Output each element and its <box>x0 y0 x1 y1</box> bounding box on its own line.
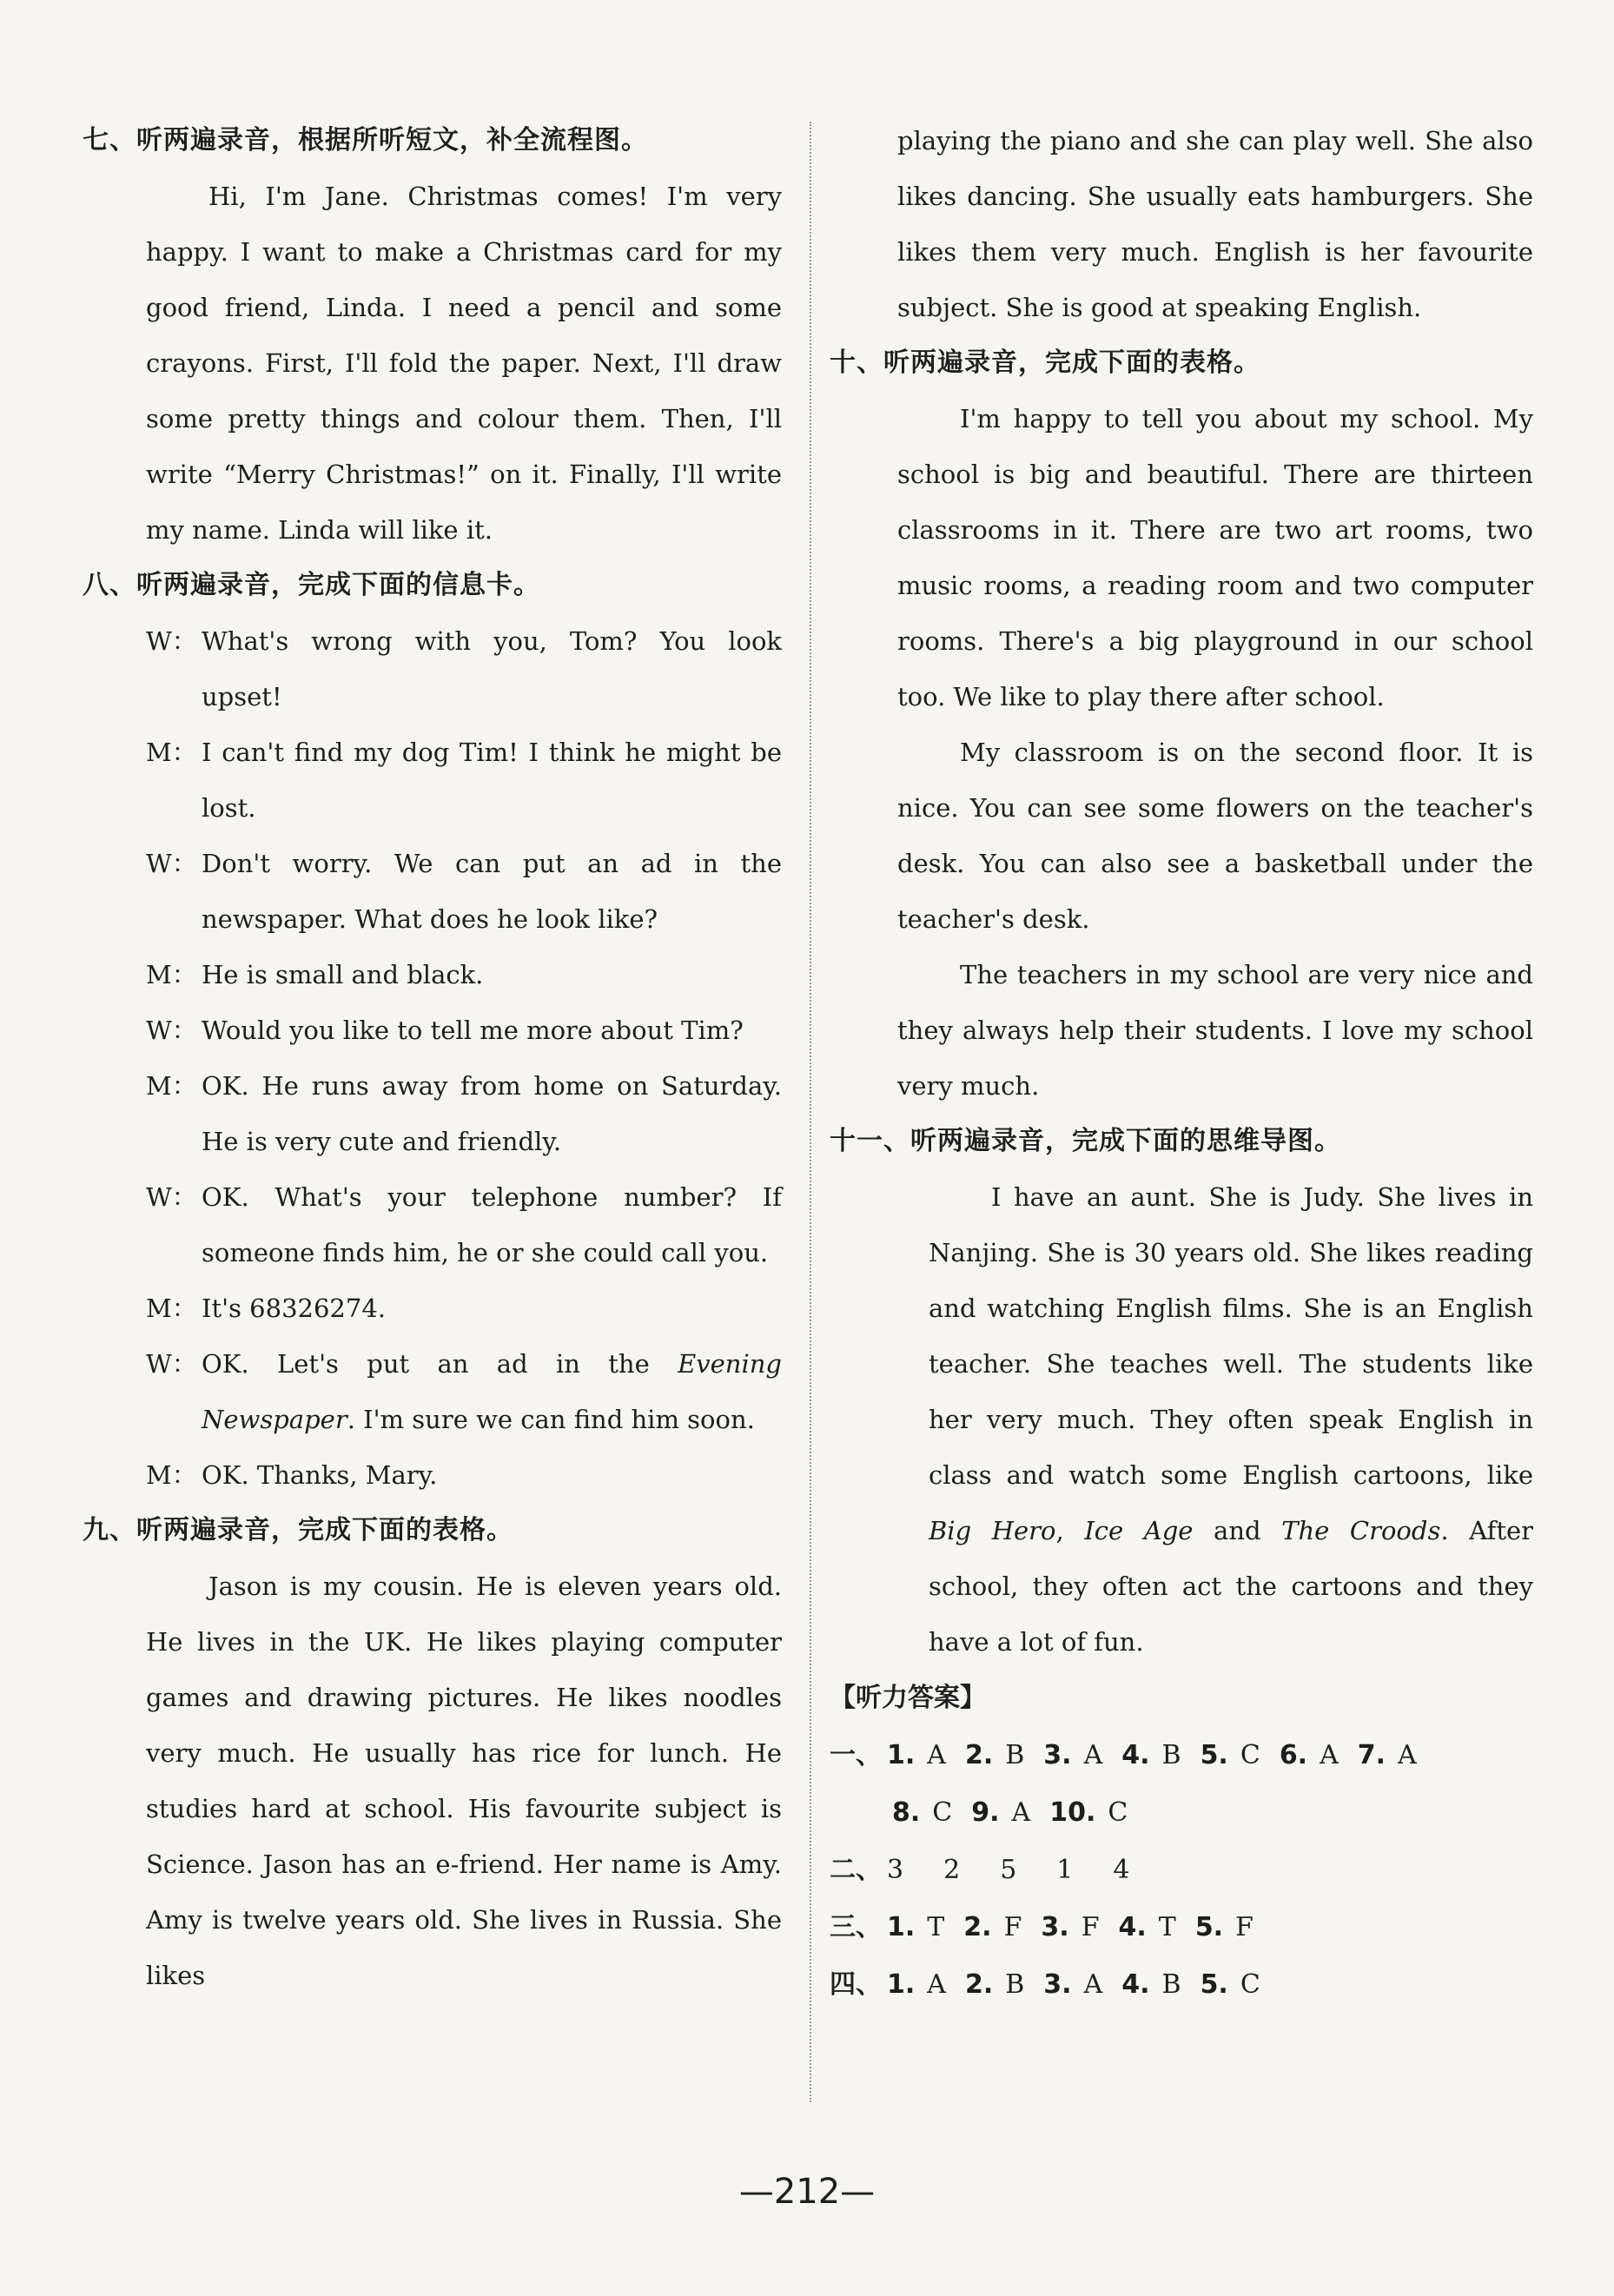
column-divider <box>810 122 811 2102</box>
dialogue-text: OK. He runs away from home on Saturday. He is very cute and friendly. <box>202 1071 782 1156</box>
separator: and <box>1193 1516 1282 1545</box>
item-number: 2. <box>963 1912 992 1942</box>
section-11-text-2: . After school, they often act the cartoons and they have a lot of fun. <box>929 1516 1533 1657</box>
item-answer: A <box>1083 1740 1103 1770</box>
speaker-label: W： <box>146 1182 197 1212</box>
dialogue-line <box>146 725 782 836</box>
item-number: 10. <box>1049 1797 1096 1828</box>
dialogue-text: OK. What's your telephone number? If someone finds him, he or she could call you. <box>202 1182 782 1267</box>
section-9-text-part-2: playing the piano and she can play well. She also likes dancing. She usually eats hamburgers. She likes them very much. English is her favourite subject. She is good at speaking English. <box>897 126 1533 322</box>
section-10-heading: 十、听两遍录音，完成下面的表格。 <box>830 347 1260 378</box>
dialogue-text: I can't find my dog Tim! I think he might be lost. <box>202 738 782 823</box>
section-9-text-part-1: Jason is my cousin. He is eleven years old. He lives in the UK. He likes playing computer games and drawing pictures. He likes noodles very much. He usually has rice for lunch. He studies hard at school. His favourite subject is Science. Jason has an e-friend. Her name is Amy. Amy is twelve years old. She lives in Russia. She likes <box>146 1571 782 1990</box>
cartoon-title: Big Hero <box>929 1516 1056 1545</box>
speaker-label: M： <box>146 738 197 767</box>
item-number: 5. <box>1194 1912 1224 1942</box>
dialogue-text: He is small and black. <box>202 960 484 989</box>
item-answer: F <box>1003 1912 1022 1942</box>
dialogue-text: Would you like to tell me more about Tim? <box>202 1016 744 1045</box>
dialogue-line <box>146 1280 782 1336</box>
speaker-label: M： <box>146 1071 197 1101</box>
item-number: 2. <box>964 1969 994 2000</box>
answer-label: 一、 <box>830 1740 882 1770</box>
item-answer: C <box>1240 1969 1260 2000</box>
item-answer: B <box>1161 1740 1181 1770</box>
speaker-label: W： <box>146 1349 197 1379</box>
dialogue-text: It's 68326274. <box>202 1294 387 1323</box>
speaker-label: M： <box>146 1460 197 1490</box>
section-11-heading: 十一、听两遍录音，完成下面的思维导图。 <box>830 1126 1341 1156</box>
speaker-label: M： <box>146 960 197 989</box>
item-answer: B <box>1161 1969 1181 2000</box>
item-answer: A <box>1398 1740 1417 1770</box>
order-value: 1 <box>1056 1855 1074 1885</box>
answer-row-1-cont <box>838 1784 1533 1842</box>
section-11-text <box>929 1169 1533 1670</box>
answers-heading: 【听力答案】 <box>830 1683 986 1713</box>
dialogue-line <box>146 836 782 947</box>
section-10-paragraph: I'm happy to tell you about my school. My school is big and beautiful. There are thirteen classrooms in it. There are two art rooms, two music rooms, a reading room and two computer rooms. There's a big playground in our school too. We like to play there after school. <box>897 404 1533 711</box>
separator: , <box>1055 1516 1085 1545</box>
answer-label: 四、 <box>830 1969 882 2000</box>
section-11-text-1: I have an aunt. She is Judy. She lives in Nanjing. She is 30 years old. She likes reading and watching English films. She is an English teacher. She teaches well. The students like her very much. They often speak English in class and watch some English cartoons, like <box>929 1182 1533 1490</box>
item-number: 2. <box>964 1740 994 1770</box>
dialogue-line <box>146 1058 782 1169</box>
dialogue-text: Don't worry. We can put an ad in the newspaper. What does he look like? <box>202 849 782 934</box>
page-number: —212— <box>738 2172 876 2212</box>
item-number: 5. <box>1200 1969 1228 2000</box>
speaker-label: W： <box>146 626 197 656</box>
section-8-dialogue <box>87 613 782 1503</box>
item-answer: A <box>1011 1797 1031 1828</box>
item-number: 4. <box>1121 1740 1150 1770</box>
right-column <box>830 113 1533 2014</box>
item-number: 4. <box>1118 1912 1147 1942</box>
dialogue-line <box>146 1002 782 1058</box>
item-number: 4. <box>1121 1969 1150 2000</box>
answer-row-2 <box>830 1842 1533 1899</box>
section-10-paragraph: My classroom is on the second floor. It is nice. You can see some flowers on the teacher's desk. You can also see a basketball under the teacher's desk. <box>897 738 1533 934</box>
item-number: 3. <box>1043 1969 1072 2000</box>
item-answer: A <box>1320 1740 1339 1770</box>
newspaper-title: Evening Newspaper <box>202 1349 782 1434</box>
answer-row-1 <box>830 1727 1533 1784</box>
item-answer: B <box>1005 1740 1025 1770</box>
item-answer: A <box>1083 1969 1103 2000</box>
item-answer: A <box>927 1740 946 1770</box>
item-number: 9. <box>971 1797 1000 1828</box>
speaker-label: M： <box>146 1294 197 1323</box>
item-number: 1. <box>887 1912 916 1942</box>
section-9-heading: 九、听两遍录音，完成下面的表格。 <box>83 1515 513 1545</box>
answer-label: 三、 <box>830 1912 882 1942</box>
item-number: 3. <box>1041 1912 1069 1942</box>
item-answer: B <box>1005 1969 1025 2000</box>
order-value: 5 <box>1000 1855 1017 1885</box>
dialogue-line <box>146 613 782 725</box>
dialogue-line <box>146 1336 782 1447</box>
item-number: 6. <box>1279 1740 1308 1770</box>
item-number: 8. <box>892 1797 921 1828</box>
item-answer: F <box>1081 1912 1100 1942</box>
answer-row-4 <box>830 1956 1533 2014</box>
item-answer: C <box>1240 1740 1260 1770</box>
answer-row-3 <box>830 1899 1533 1956</box>
item-answer: T <box>927 1912 945 1942</box>
item-number: 1. <box>887 1969 916 2000</box>
order-value: 2 <box>943 1855 961 1885</box>
speaker-label: W： <box>146 1016 197 1045</box>
dialogue-text: What's wrong with you, Tom? You look upset! <box>202 626 782 711</box>
item-number: 5. <box>1200 1740 1228 1770</box>
item-number: 1. <box>887 1740 916 1770</box>
order-value: 4 <box>1113 1855 1130 1885</box>
item-number: 3. <box>1043 1740 1072 1770</box>
dialogue-line <box>146 1447 782 1503</box>
section-7-heading: 七、听两遍录音，根据所听短文，补全流程图。 <box>83 125 648 155</box>
dialogue-text-after: . I'm sure we can find him soon. <box>347 1405 755 1434</box>
item-answer: T <box>1158 1912 1176 1942</box>
answer-label: 二、 <box>830 1855 882 1885</box>
dialogue-text: OK. Thanks, Mary. <box>202 1460 438 1490</box>
section-10-paragraph: The teachers in my school are very nice and they always help their students. I love my school very much. <box>897 960 1533 1101</box>
cartoon-title: The Croods <box>1281 1516 1441 1545</box>
dialogue-line <box>146 1169 782 1280</box>
item-answer: C <box>932 1797 953 1828</box>
item-answer: A <box>927 1969 946 2000</box>
dialogue-text-before: OK. Let's put an ad in the <box>202 1349 678 1379</box>
section-8-heading: 八、听两遍录音，完成下面的信息卡。 <box>83 570 540 600</box>
left-column <box>83 113 782 2003</box>
dialogue-line <box>146 947 782 1002</box>
speaker-label: W： <box>146 849 197 878</box>
section-7-text: Hi, I'm Jane. Christmas comes! I'm very happy. I want to make a Christmas card for my good friend, Linda. I need a pencil and some crayons. First, I'll fold the paper. Next, I'll draw some pretty things and colour them. Then, I'll write “Merry Christmas!” on it. Finally, I'll write my name. Linda will like it. <box>146 182 782 545</box>
item-number: 7. <box>1357 1740 1386 1770</box>
order-value: 3 <box>887 1855 904 1885</box>
item-answer: C <box>1108 1797 1128 1828</box>
item-answer: F <box>1235 1912 1253 1942</box>
cartoon-title: Ice Age <box>1084 1516 1194 1545</box>
